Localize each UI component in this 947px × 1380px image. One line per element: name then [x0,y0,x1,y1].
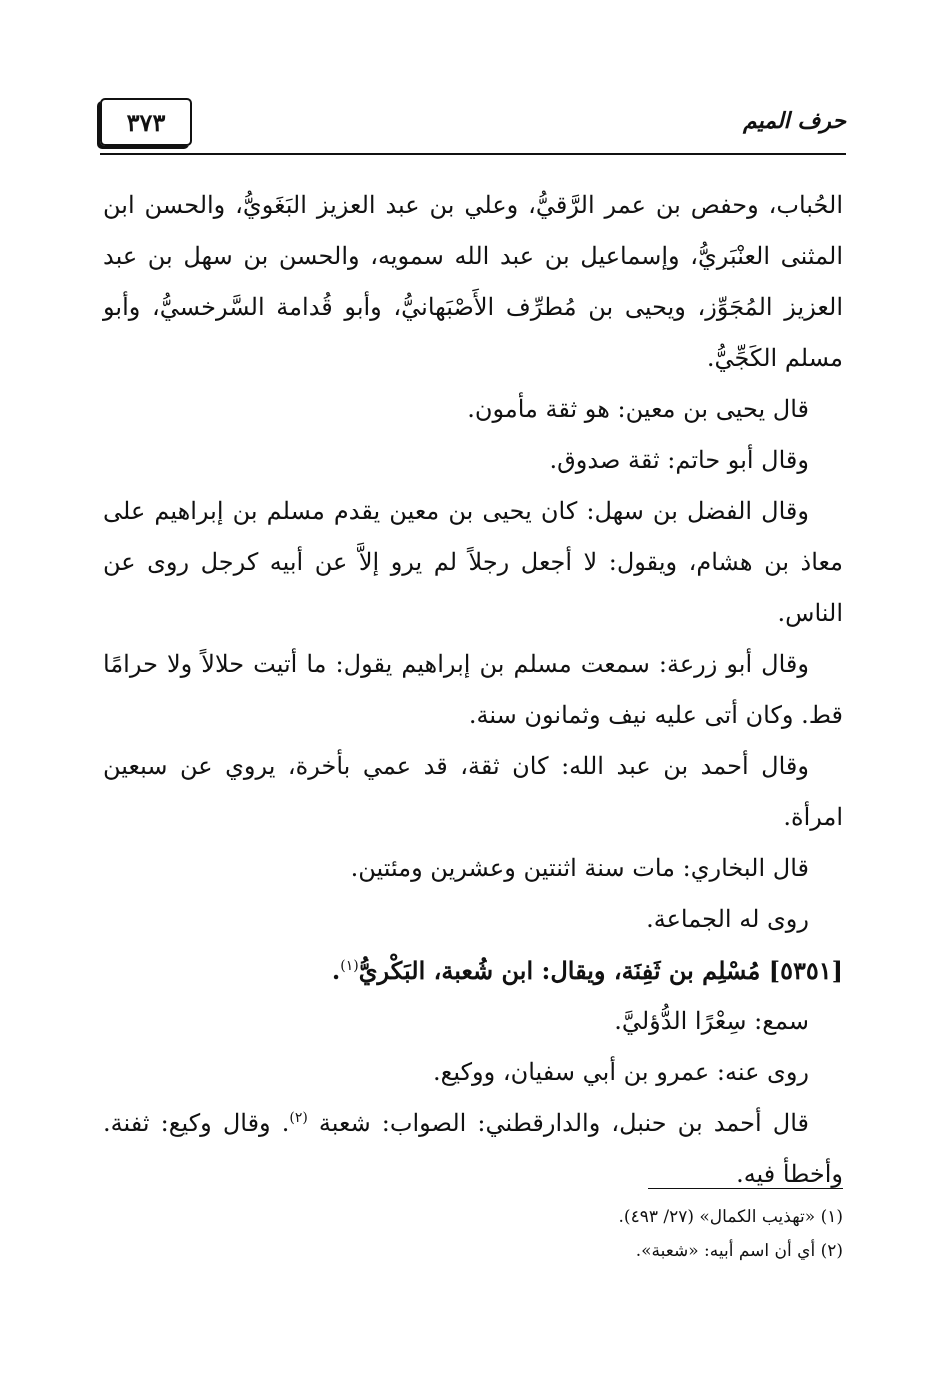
page-header [100,96,846,156]
paragraph-narrated-by: روى عنه: عمرو بن أبي سفيان، ووكيع. [432,1058,809,1086]
paragraph-jamaa: روى له الجماعة. [646,905,809,933]
entry-heading-end: . [331,956,341,985]
paragraph-abu-zura: وقال أبو زرعة: سمعت مسلم بن إبراهيم يقول: ما أتيت حلالاً ولا حرامًا قط. وكان أتى عليه نيف وثمانون سنة. [103,650,843,729]
header-rule [100,153,846,155]
footnote-ref-1: (١) [340,958,359,974]
paragraph-heard-from: سمع: سِعْرًا الدُّؤليَّ. [614,1007,809,1035]
footnote-separator [648,1188,843,1189]
main-text [103,180,843,1200]
correction-note-text: قال أحمد بن حنبل، والدارقطني: الصواب: شعبة [318,1109,809,1137]
footnotes [300,1200,843,1268]
paragraph-ahmad-ibn-abdullah: وقال أحمد بن عبد الله: كان ثقة، قد عمي بأخرة، يروي عن سبعين امرأة. [103,752,843,831]
paragraph-bukhari: قال البخاري: مات سنة اثنتين وعشرين ومئتين. [350,854,809,882]
correction-note-continued: . وقال وكيع: ثفنة. وأخطأ فيه. [103,1109,843,1188]
paragraph-abu-hatim: وقال أبو حاتم: ثقة صدوق. [549,446,809,474]
paragraph-ibn-maeen: قال يحيى بن معين: هو ثقة مأمون. [467,395,809,423]
footnote-2: (٢) أي أن اسم أبيه: «شعبة». [635,1241,843,1261]
footnote-1: (١) «تهذيب الكمال» (٢٧/ ٤٩٣). [618,1207,843,1227]
footnote-ref-2: (٢) [289,1110,308,1126]
entry-heading-text: [٥٣٥١] مُسْلِم بن ثَفِنَة، ويقال: ابن شُعبة، البَكْريُّ [358,956,843,985]
paragraph-narrators-list: الحُباب، وحفص بن عمر الرَّقيُّ، وعلي بن عبد العزيز البَغَويُّ، والحسن ابن المثنى العنْبَريُّ، وإسماعيل بن عبد الله سمويه، والحسن بن سهل بن عبد العزيز المُجَوِّز، ويحيى بن مُطرِّف الأَصْبَهانيُّ، وأبو قُدامة السَّرخسيُّ، وأبو مسلم الكَجِّيُّ. [103,191,843,372]
entry-heading [103,945,843,996]
paragraph-correction-note [103,1098,843,1200]
paragraph-fadl-ibn-sahl: وقال الفضل بن سهل: كان يحيى بن معين يقدم مسلم بن إبراهيم على معاذ بن هشام، ويقول: لا أجعل رجلاً لم يرو إلاَّ عن أبيه كرجل روى عن الناس. [103,497,843,627]
chapter-title: حرف الميم [742,108,846,134]
page-number: ٣٧٣ [100,98,192,146]
